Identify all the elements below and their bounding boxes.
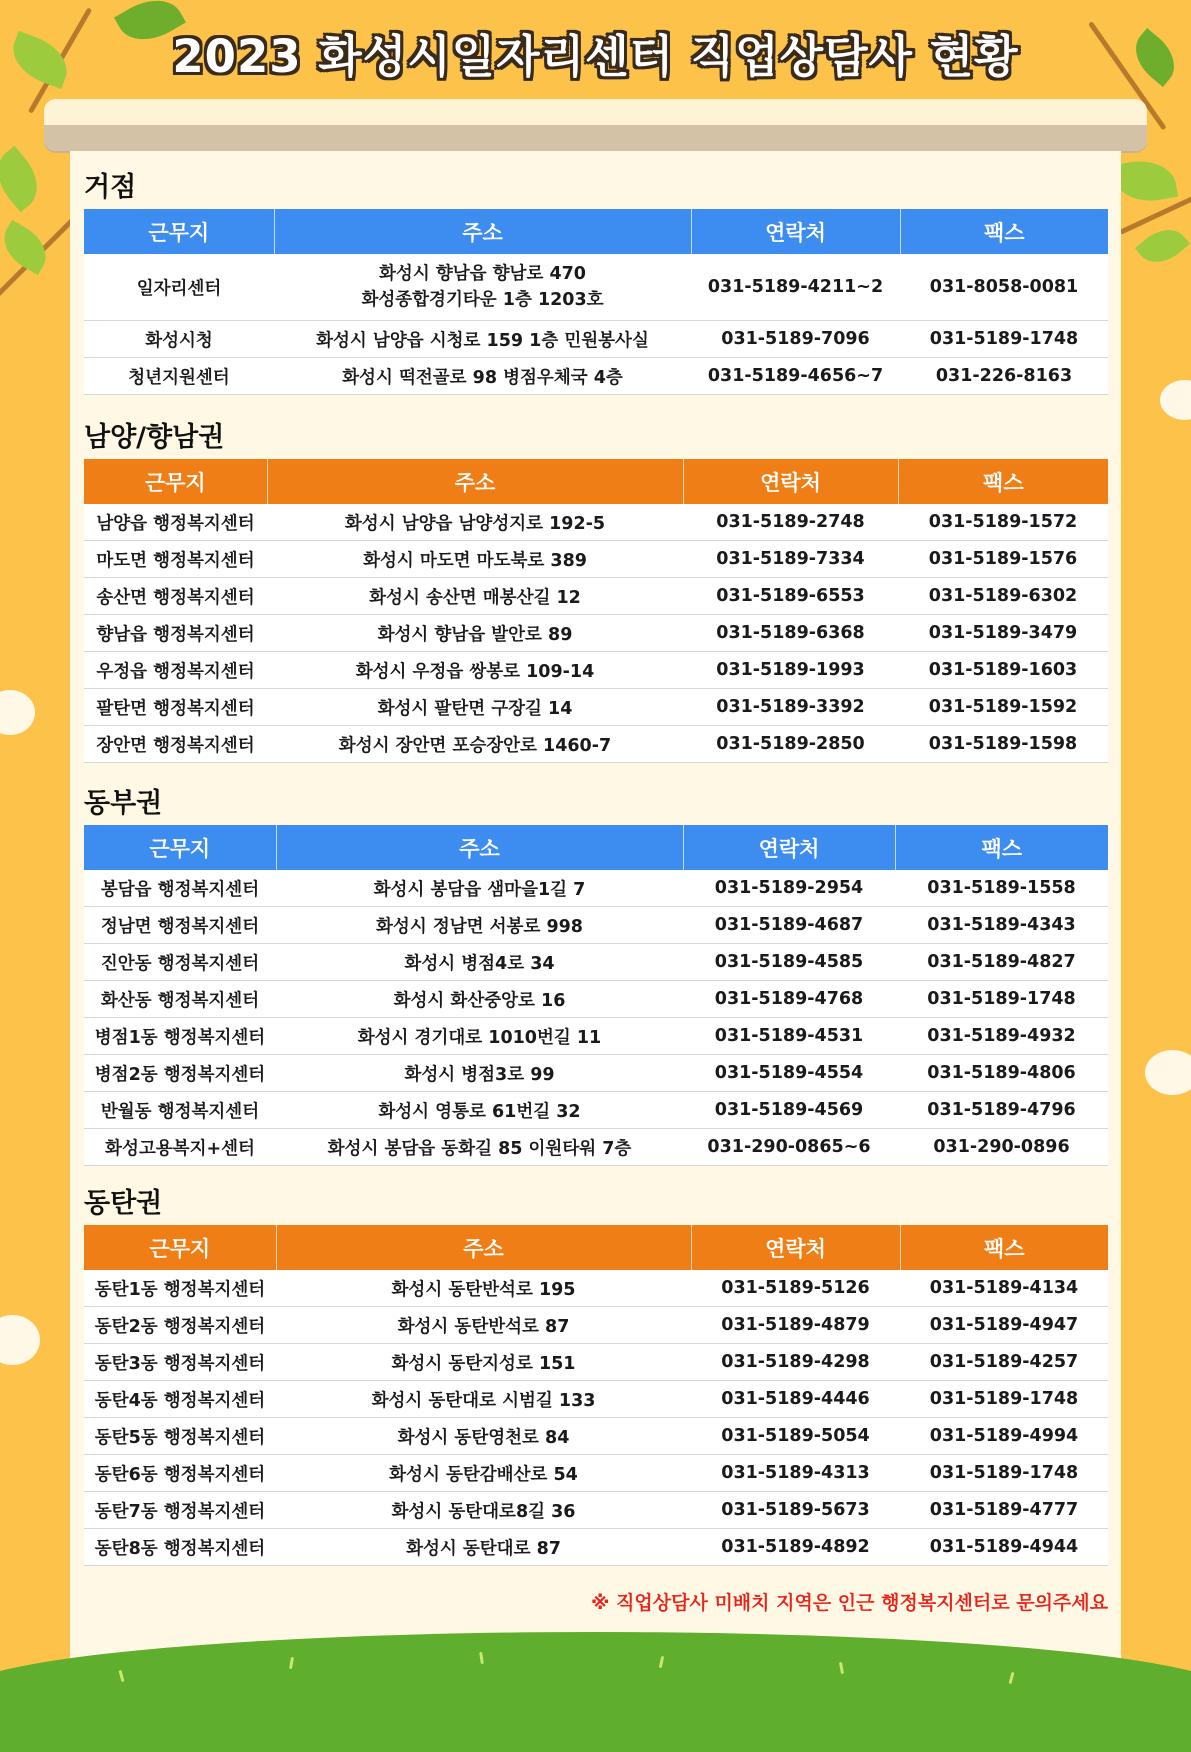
workplace-cell: 남양읍 행정복지센터 (84, 504, 267, 541)
address-cell: 화성시 향남읍 발안로 89 (267, 615, 683, 652)
address-cell: 화성시 팔탄면 구장길 14 (267, 689, 683, 726)
table-row (84, 1018, 1108, 1055)
fax-cell: 031-5189-4827 (895, 944, 1108, 981)
office-table (84, 459, 1108, 763)
header-workplace: 근무지 (84, 1225, 276, 1270)
workplace-cell: 동탄6동 행정복지센터 (84, 1455, 276, 1492)
phone-cell: 031-5189-4446 (691, 1381, 900, 1418)
cloud-decoration (0, 1315, 40, 1365)
fax-cell: 031-5189-6302 (898, 578, 1108, 615)
office-table (84, 209, 1108, 395)
workplace-cell: 동탄1동 행정복지센터 (84, 1270, 276, 1307)
fax-cell: 031-5189-1592 (898, 689, 1108, 726)
address-cell: 화성시 병점3로 99 (276, 1055, 683, 1092)
phone-cell: 031-5189-6553 (683, 578, 898, 615)
table-row (84, 944, 1108, 981)
workplace-cell: 동탄3동 행정복지센터 (84, 1344, 276, 1381)
scroll-roll (44, 99, 1147, 151)
page-title: 2023 화성시일자리센터 직업상담사 현황 (172, 30, 1019, 83)
fax-cell: 031-5189-3479 (898, 615, 1108, 652)
fax-cell: 031-5189-1572 (898, 504, 1108, 541)
table-row (84, 321, 1108, 358)
table-row (84, 1307, 1108, 1344)
table-header-row (84, 459, 1108, 504)
workplace-cell: 송산면 행정복지센터 (84, 578, 267, 615)
phone-cell: 031-5189-1993 (683, 652, 898, 689)
address-cell: 화성시 영통로 61번길 32 (276, 1092, 683, 1129)
address-cell: 화성시 남양읍 시청로 159 1층 민원봉사실 (274, 321, 691, 358)
workplace-cell: 병점1동 행정복지센터 (84, 1018, 276, 1055)
address-cell: 화성시 동탄반석로 87 (276, 1307, 691, 1344)
table-row (84, 1129, 1108, 1166)
phone-cell: 031-5189-4211~2 (691, 254, 900, 321)
table-row (84, 1055, 1108, 1092)
fax-cell: 031-5189-1598 (898, 726, 1108, 763)
workplace-cell: 향남읍 행정복지센터 (84, 615, 267, 652)
section-title: 남양/향남권 (84, 422, 225, 453)
workplace-cell: 마도면 행정복지센터 (84, 541, 267, 578)
fax-cell: 031-5189-4994 (900, 1418, 1108, 1455)
section-east (84, 783, 1108, 1166)
fax-cell: 031-5189-4932 (895, 1018, 1108, 1055)
office-table (84, 825, 1108, 1166)
phone-cell: 031-5189-4313 (691, 1455, 900, 1492)
leaf-decoration (1112, 155, 1178, 207)
table-row (84, 870, 1108, 907)
table-row (84, 1381, 1108, 1418)
header-workplace: 근무지 (84, 209, 274, 254)
table-row (84, 1529, 1108, 1566)
grass-tuft (839, 1662, 844, 1674)
address-cell: 화성시 장안면 포승장안로 1460-7 (267, 726, 683, 763)
address-cell: 화성시 봉담읍 샘마을1길 7 (276, 870, 683, 907)
phone-cell: 031-5189-6368 (683, 615, 898, 652)
phone-cell: 031-5189-4554 (683, 1055, 895, 1092)
table-row (84, 907, 1108, 944)
phone-cell: 031-5189-7096 (691, 321, 900, 358)
header-fax: 팩스 (900, 209, 1108, 254)
workplace-cell: 일자리센터 (84, 254, 274, 321)
address-cell: 화성시 동탄대로8길 36 (276, 1492, 691, 1529)
fax-cell: 031-5189-1558 (895, 870, 1108, 907)
phone-cell: 031-5189-4656~7 (691, 358, 900, 395)
workplace-cell: 청년지원센터 (84, 358, 274, 395)
section-title: 동탄권 (84, 1188, 163, 1219)
header-address: 주소 (276, 825, 683, 870)
address-cell: 화성시 마도면 마도북로 389 (267, 541, 683, 578)
fax-cell: 031-5189-1576 (898, 541, 1108, 578)
leaf-decoration (0, 146, 50, 213)
workplace-cell: 화산동 행정복지센터 (84, 981, 276, 1018)
phone-cell: 031-5189-4298 (691, 1344, 900, 1381)
phone-cell: 031-5189-2954 (683, 870, 895, 907)
address-cell: 화성시 동탄감배산로 54 (276, 1455, 691, 1492)
table-header-row (84, 1225, 1108, 1270)
fax-cell: 031-226-8163 (900, 358, 1108, 395)
fax-cell: 031-5189-4134 (900, 1270, 1108, 1307)
table-row (84, 358, 1108, 395)
fax-cell: 031-5189-4947 (900, 1307, 1108, 1344)
phone-cell: 031-5189-5054 (691, 1418, 900, 1455)
table-row (84, 981, 1108, 1018)
grass-tuft (118, 1670, 124, 1682)
workplace-cell: 동탄7동 행정복지센터 (84, 1492, 276, 1529)
header-phone: 연락처 (683, 459, 898, 504)
fax-cell: 031-8058-0081 (900, 254, 1108, 321)
section-dongtan (84, 1183, 1108, 1566)
workplace-cell: 진안동 행정복지센터 (84, 944, 276, 981)
phone-cell: 031-5189-4531 (683, 1018, 895, 1055)
table-row (84, 1492, 1108, 1529)
workplace-cell: 반월동 행정복지센터 (84, 1092, 276, 1129)
phone-cell: 031-5189-3392 (683, 689, 898, 726)
fax-cell: 031-5189-4343 (895, 907, 1108, 944)
phone-cell: 031-5189-4768 (683, 981, 895, 1018)
table-header-row (84, 825, 1108, 870)
phone-cell: 031-5189-7334 (683, 541, 898, 578)
phone-cell: 031-5189-5126 (691, 1270, 900, 1307)
table-row (84, 689, 1108, 726)
header-workplace: 근무지 (84, 459, 267, 504)
workplace-cell: 병점2동 행정복지센터 (84, 1055, 276, 1092)
workplace-cell: 정남면 행정복지센터 (84, 907, 276, 944)
table-row (84, 652, 1108, 689)
address-cell: 화성시 봉담읍 동화길 85 이원타워 7층 (276, 1129, 683, 1166)
table-row (84, 504, 1108, 541)
phone-cell: 031-5189-4892 (691, 1529, 900, 1566)
phone-cell: 031-290-0865~6 (683, 1129, 895, 1166)
table-row (84, 1418, 1108, 1455)
cloud-decoration (1145, 1050, 1191, 1095)
fax-cell: 031-5189-1748 (895, 981, 1108, 1018)
phone-cell: 031-5189-2850 (683, 726, 898, 763)
table-row (84, 1344, 1108, 1381)
header-address: 주소 (267, 459, 683, 504)
address-cell: 화성시 우정읍 쌍봉로 109-14 (267, 652, 683, 689)
section-title: 동부권 (84, 788, 163, 819)
phone-cell: 031-5189-2748 (683, 504, 898, 541)
workplace-cell: 봉담읍 행정복지센터 (84, 870, 276, 907)
workplace-cell: 화성시청 (84, 321, 274, 358)
fax-cell: 031-5189-4806 (895, 1055, 1108, 1092)
address-cell: 화성시 병점4로 34 (276, 944, 683, 981)
address-line-2: 화성종합경기타운 1층 1203호 (361, 290, 604, 310)
phone-cell: 031-5189-4687 (683, 907, 895, 944)
grass-decoration (0, 1632, 1191, 1752)
workplace-cell: 화성고용복지+센터 (84, 1129, 276, 1166)
header-fax: 팩스 (898, 459, 1108, 504)
header-fax: 팩스 (900, 1225, 1108, 1270)
section-namyang-hyangnam (84, 417, 1108, 763)
grass-tuft (289, 1657, 294, 1669)
phone-cell: 031-5189-5673 (691, 1492, 900, 1529)
grass-tuft (479, 1652, 484, 1664)
address-line-1: 화성시 향남읍 향남로 470 (379, 264, 586, 284)
table-row (84, 726, 1108, 763)
office-table (84, 1225, 1108, 1566)
notice-text: ※ 직업상담사 미배치 지역은 인근 행정복지센터로 문의주세요 (590, 1592, 1108, 1614)
workplace-cell: 장안면 행정복지센터 (84, 726, 267, 763)
grass-tuft (1008, 1672, 1014, 1684)
table-row (84, 541, 1108, 578)
fax-cell: 031-5189-1748 (900, 1381, 1108, 1418)
fax-cell: 031-5189-4257 (900, 1344, 1108, 1381)
table-row (84, 1455, 1108, 1492)
phone-cell: 031-5189-4879 (691, 1307, 900, 1344)
fax-cell: 031-5189-1748 (900, 1455, 1108, 1492)
header-phone: 연락처 (691, 1225, 900, 1270)
header-phone: 연락처 (691, 209, 900, 254)
table-row (84, 615, 1108, 652)
workplace-cell: 팔탄면 행정복지센터 (84, 689, 267, 726)
header-address: 주소 (274, 209, 691, 254)
workplace-cell: 우정읍 행정복지센터 (84, 652, 267, 689)
workplace-cell: 동탄4동 행정복지센터 (84, 1381, 276, 1418)
leaf-decoration (1135, 219, 1190, 272)
address-cell: 화성시 동탄반석로 195 (276, 1270, 691, 1307)
fax-cell: 031-5189-4796 (895, 1092, 1108, 1129)
fax-cell: 031-5189-1748 (900, 321, 1108, 358)
address-cell: 화성시 동탄대로 87 (276, 1529, 691, 1566)
workplace-cell: 동탄2동 행정복지센터 (84, 1307, 276, 1344)
cloud-decoration (1160, 380, 1191, 420)
header-workplace: 근무지 (84, 825, 276, 870)
phone-cell: 031-5189-4569 (683, 1092, 895, 1129)
fax-cell: 031-290-0896 (895, 1129, 1108, 1166)
address-cell: 화성시 남양읍 남양성지로 192-5 (267, 504, 683, 541)
section-title: 거점 (84, 172, 137, 203)
header-address: 주소 (276, 1225, 691, 1270)
fax-cell: 031-5189-4944 (900, 1529, 1108, 1566)
header-phone: 연락처 (683, 825, 895, 870)
phone-cell: 031-5189-4585 (683, 944, 895, 981)
fax-cell: 031-5189-1603 (898, 652, 1108, 689)
table-row (84, 1270, 1108, 1307)
address-cell: 화성시 송산면 매봉산길 12 (267, 578, 683, 615)
table-row (84, 578, 1108, 615)
address-cell: 화성시 화산중앙로 16 (276, 981, 683, 1018)
table-row (84, 254, 1108, 321)
address-cell: 화성시 정남면 서봉로 998 (276, 907, 683, 944)
address-cell: 화성시 동탄지성로 151 (276, 1344, 691, 1381)
address-cell: 화성시 동탄대로 시범길 133 (276, 1381, 691, 1418)
grass-tuft (659, 1656, 664, 1668)
table-row (84, 1092, 1108, 1129)
address-cell: 화성시 떡전골로 98 병점우체국 4층 (274, 358, 691, 395)
table-header-row (84, 209, 1108, 254)
cloud-decoration (0, 690, 35, 735)
address-cell (274, 254, 691, 321)
workplace-cell: 동탄5동 행정복지센터 (84, 1418, 276, 1455)
workplace-cell: 동탄8동 행정복지센터 (84, 1529, 276, 1566)
header-fax: 팩스 (895, 825, 1108, 870)
fax-cell: 031-5189-4777 (900, 1492, 1108, 1529)
address-cell: 화성시 동탄영천로 84 (276, 1418, 691, 1455)
section-base (84, 167, 1108, 395)
address-cell: 화성시 경기대로 1010번길 11 (276, 1018, 683, 1055)
